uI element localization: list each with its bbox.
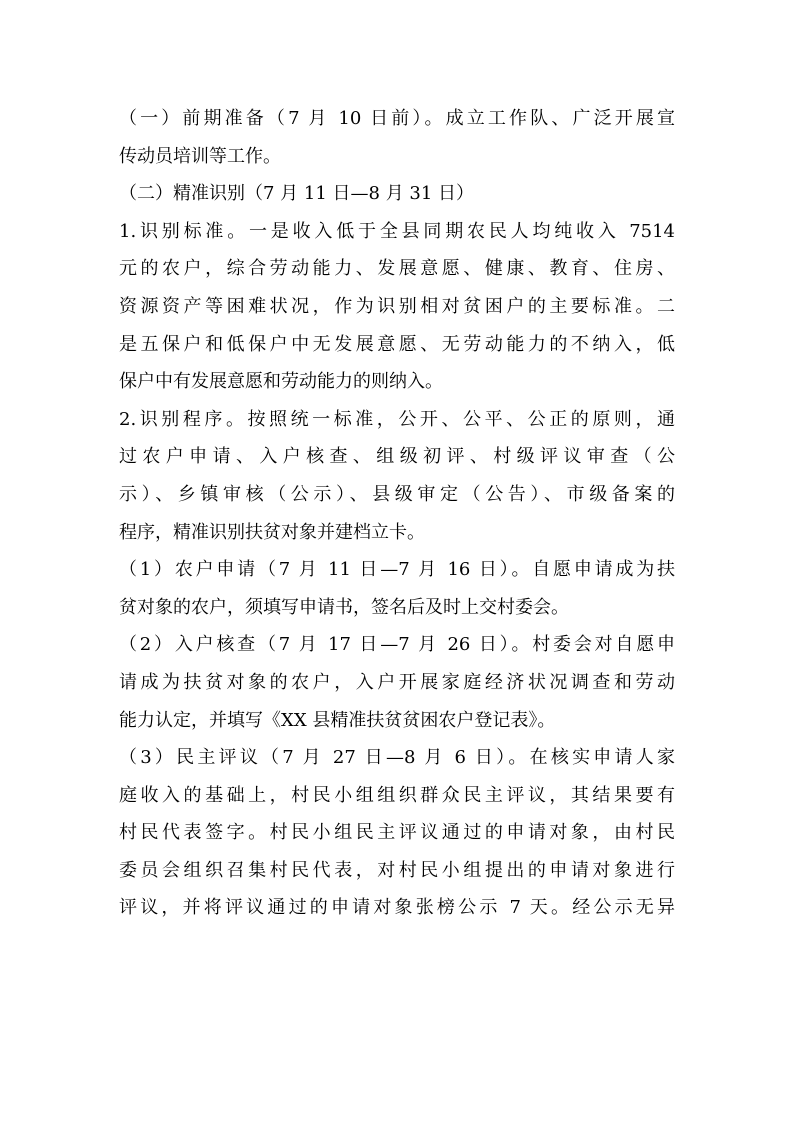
document-body [119, 100, 675, 927]
text-line: 程序，精准识别扶贫对象并建档立卡。 [119, 521, 425, 543]
text-line: 2.识别程序。按照统一标准，公开、公平、公正的原则，通 [119, 408, 675, 430]
text-line: （一）前期准备（7 月 10 日前）。成立工作队、广泛开展宣 [119, 108, 675, 129]
text-line: （2）入户核查（7 月 17 日—7 月 26 日）。村委会对自愿申 [119, 634, 675, 656]
text-line: 保户中有发展意愿和劳动能力的则纳入。 [119, 371, 443, 393]
text-line: 请成为扶贫对象的农户，入户开展家庭经济状况调查和劳动 [119, 671, 675, 693]
text-line: 传动员培训等工作。 [119, 145, 281, 167]
text-line: 过农户申请、入户核查、组级初评、村级评议审查（公 [119, 446, 675, 468]
section-heading: （二）精准识别（7 月 11 日—8 月 31 日） [119, 183, 475, 205]
text-line: 贫对象的农户，须填写申请书，签名后及时上交村委会。 [119, 596, 569, 618]
text-line: 资源资产等困难状况，作为识别相对贫困户的主要标准。二 [119, 295, 675, 317]
text-line: 庭收入的基础上，村民小组组织群众民主评议，其结果要有 [119, 784, 675, 806]
text-line: 委员会组织召集村民代表，对村民小组提出的申请对象进行 [119, 859, 675, 881]
text-line: 元的农户，综合劳动能力、发展意愿、健康、教育、住房、 [119, 258, 675, 280]
text-line: 示）、乡镇审核（公示）、县级审定（公告）、市级备案的 [119, 483, 675, 505]
text-line: 1.识别标准。一是收入低于全县同期农民人均纯收入 7514 [119, 220, 675, 242]
text-line: 能力认定，并填写《XX 县精准扶贫贫困农户登记表》。 [119, 709, 556, 731]
text-line: 是五保户和低保户中无发展意愿、无劳动能力的不纳入，低 [119, 333, 675, 355]
text-line: （3）民主评议（7 月 27 日—8 月 6 日）。在核实申请人家 [119, 747, 675, 769]
text-line: 评议，并将评议通过的申请对象张榜公示 7 天。经公示无异 [119, 897, 675, 919]
text-line: （1）农户申请（7 月 11 日—7 月 16 日）。自愿申请成为扶 [119, 559, 675, 581]
text-line: 村民代表签字。村民小组民主评议通过的申请对象，由村民 [119, 822, 675, 844]
